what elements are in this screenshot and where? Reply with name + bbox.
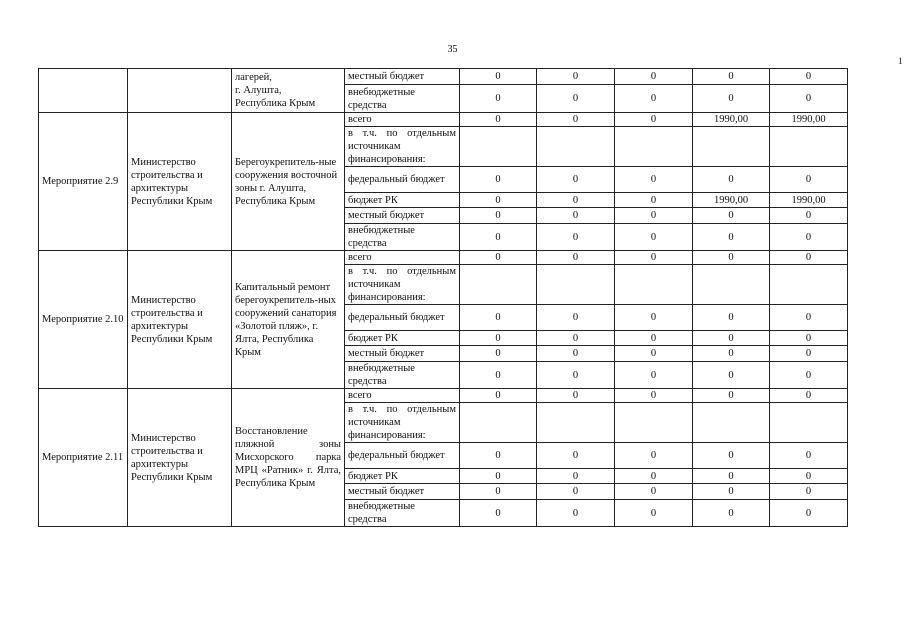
object-cell: Берегоукрепитель-ные сооружения восточной зоны г. Алушта, Республика Крым — [232, 113, 345, 251]
value-cell: 0 — [770, 500, 848, 527]
value-cell: 0 — [693, 167, 770, 193]
value-cell: 0 — [615, 362, 693, 389]
source-label: всего — [345, 389, 460, 403]
value-cell: 0 — [460, 69, 537, 85]
event-cell: Мероприятие 2.11 — [39, 389, 128, 527]
value-cell — [537, 403, 615, 443]
object-cell: Капитальный ремонт берегоукрепитель-ных сооружений санатория «Золотой пляж», г. Ялта, Республика Крым — [232, 251, 345, 389]
value-cell: 0 — [615, 500, 693, 527]
value-cell: 0 — [770, 208, 848, 224]
value-cell: 0 — [615, 113, 693, 127]
value-cell — [770, 403, 848, 443]
value-cell: 0 — [460, 224, 537, 251]
value-cell: 0 — [537, 389, 615, 403]
executor-cell: Министерство строительства и архитектуры Республики Крым — [128, 113, 232, 251]
value-cell: 0 — [460, 500, 537, 527]
value-cell: 0 — [537, 331, 615, 346]
value-cell: 0 — [770, 346, 848, 362]
executor-cell: Министерство строительства и архитектуры Республики Крым — [128, 251, 232, 389]
value-cell: 0 — [537, 500, 615, 527]
source-label: бюджет РК — [345, 193, 460, 208]
value-cell: 0 — [615, 305, 693, 331]
event-cell — [39, 69, 128, 113]
value-cell: 0 — [615, 469, 693, 484]
value-cell: 0 — [460, 193, 537, 208]
value-cell: 0 — [537, 362, 615, 389]
event-cell: Мероприятие 2.9 — [39, 113, 128, 251]
value-cell: 0 — [460, 85, 537, 113]
edge-mark: 1 — [898, 56, 903, 66]
value-cell: 0 — [770, 362, 848, 389]
source-label: всего — [345, 113, 460, 127]
source-label: бюджет РК — [345, 469, 460, 484]
value-cell: 0 — [770, 389, 848, 403]
page-number: 35 — [447, 44, 458, 55]
value-cell: 0 — [770, 85, 848, 113]
value-cell: 0 — [770, 469, 848, 484]
value-cell: 0 — [770, 331, 848, 346]
value-cell: 0 — [615, 251, 693, 265]
value-cell — [537, 127, 615, 167]
value-cell: 0 — [537, 69, 615, 85]
table-row — [39, 389, 848, 403]
value-cell: 0 — [537, 113, 615, 127]
value-cell: 0 — [537, 167, 615, 193]
value-cell: 0 — [693, 331, 770, 346]
value-cell: 0 — [537, 443, 615, 469]
value-cell: 0 — [693, 469, 770, 484]
source-label: в т.ч. по отдельным источникам финансирования: — [345, 127, 460, 167]
source-label: местный бюджет — [345, 346, 460, 362]
object-cell: Восстановление пляжной зоны Мисхорского парка МРЦ «Ратник» г. Ялта, Республика Крым — [232, 389, 345, 527]
value-cell: 0 — [460, 208, 537, 224]
value-cell: 0 — [460, 443, 537, 469]
value-cell: 0 — [460, 113, 537, 127]
value-cell: 0 — [460, 469, 537, 484]
object-cell: лагерей, г. Алушта, Республика Крым — [232, 69, 345, 113]
value-cell — [770, 265, 848, 305]
table-row — [39, 113, 848, 127]
value-cell: 0 — [693, 389, 770, 403]
value-cell: 0 — [460, 362, 537, 389]
value-cell: 0 — [693, 85, 770, 113]
source-label: в т.ч. по отдельным источникам финансирования: — [345, 403, 460, 443]
table-row — [39, 251, 848, 265]
value-cell: 0 — [693, 362, 770, 389]
source-label: федеральный бюджет — [345, 443, 460, 469]
source-label: федеральный бюджет — [345, 167, 460, 193]
value-cell: 0 — [615, 85, 693, 113]
value-cell: 0 — [537, 193, 615, 208]
executor-cell: Министерство строительства и архитектуры Республики Крым — [128, 389, 232, 527]
value-cell: 0 — [537, 484, 615, 500]
source-label: в т.ч. по отдельным источникам финансирования: — [345, 265, 460, 305]
value-cell: 0 — [615, 443, 693, 469]
source-label: местный бюджет — [345, 208, 460, 224]
source-label: местный бюджет — [345, 69, 460, 85]
value-cell: 0 — [693, 251, 770, 265]
value-cell: 0 — [770, 251, 848, 265]
value-cell: 1990,00 — [770, 113, 848, 127]
value-cell — [460, 403, 537, 443]
value-cell: 0 — [693, 500, 770, 527]
value-cell: 0 — [615, 193, 693, 208]
value-cell: 0 — [615, 484, 693, 500]
value-cell — [770, 127, 848, 167]
value-cell: 0 — [615, 69, 693, 85]
value-cell: 0 — [770, 305, 848, 331]
value-cell: 0 — [460, 389, 537, 403]
source-label: всего — [345, 251, 460, 265]
table-row — [39, 69, 848, 85]
value-cell: 0 — [693, 346, 770, 362]
value-cell: 0 — [460, 346, 537, 362]
source-label: бюджет РК — [345, 331, 460, 346]
value-cell — [693, 127, 770, 167]
source-label: внебюджетные средства — [345, 362, 460, 389]
value-cell: 0 — [615, 389, 693, 403]
value-cell: 0 — [615, 331, 693, 346]
event-cell: Мероприятие 2.10 — [39, 251, 128, 389]
value-cell — [693, 403, 770, 443]
value-cell: 0 — [537, 346, 615, 362]
value-cell: 0 — [460, 251, 537, 265]
value-cell: 0 — [693, 224, 770, 251]
source-label: внебюджетные средства — [345, 85, 460, 113]
value-cell: 0 — [460, 167, 537, 193]
value-cell: 0 — [770, 443, 848, 469]
value-cell: 0 — [615, 224, 693, 251]
value-cell: 0 — [460, 305, 537, 331]
source-label: местный бюджет — [345, 484, 460, 500]
value-cell: 0 — [693, 305, 770, 331]
value-cell — [615, 127, 693, 167]
value-cell: 1990,00 — [693, 193, 770, 208]
value-cell: 0 — [537, 469, 615, 484]
value-cell: 0 — [615, 208, 693, 224]
executor-cell — [128, 69, 232, 113]
value-cell: 0 — [693, 443, 770, 469]
value-cell: 0 — [693, 484, 770, 500]
value-cell: 0 — [693, 69, 770, 85]
value-cell — [615, 403, 693, 443]
value-cell: 0 — [770, 484, 848, 500]
value-cell: 0 — [460, 484, 537, 500]
value-cell: 0 — [537, 208, 615, 224]
value-cell: 1990,00 — [770, 193, 848, 208]
value-cell: 0 — [615, 346, 693, 362]
value-cell: 0 — [770, 224, 848, 251]
value-cell: 1990,00 — [693, 113, 770, 127]
value-cell — [460, 127, 537, 167]
source-label: федеральный бюджет — [345, 305, 460, 331]
value-cell: 0 — [693, 208, 770, 224]
source-label: внебюджетные средства — [345, 224, 460, 251]
value-cell — [537, 265, 615, 305]
value-cell: 0 — [460, 331, 537, 346]
value-cell: 0 — [537, 251, 615, 265]
value-cell: 0 — [770, 69, 848, 85]
value-cell — [693, 265, 770, 305]
value-cell — [460, 265, 537, 305]
value-cell: 0 — [537, 85, 615, 113]
value-cell: 0 — [537, 305, 615, 331]
value-cell: 0 — [615, 167, 693, 193]
value-cell: 0 — [770, 167, 848, 193]
source-label: внебюджетные средства — [345, 500, 460, 527]
value-cell — [615, 265, 693, 305]
financing-table — [38, 68, 848, 527]
value-cell: 0 — [537, 224, 615, 251]
